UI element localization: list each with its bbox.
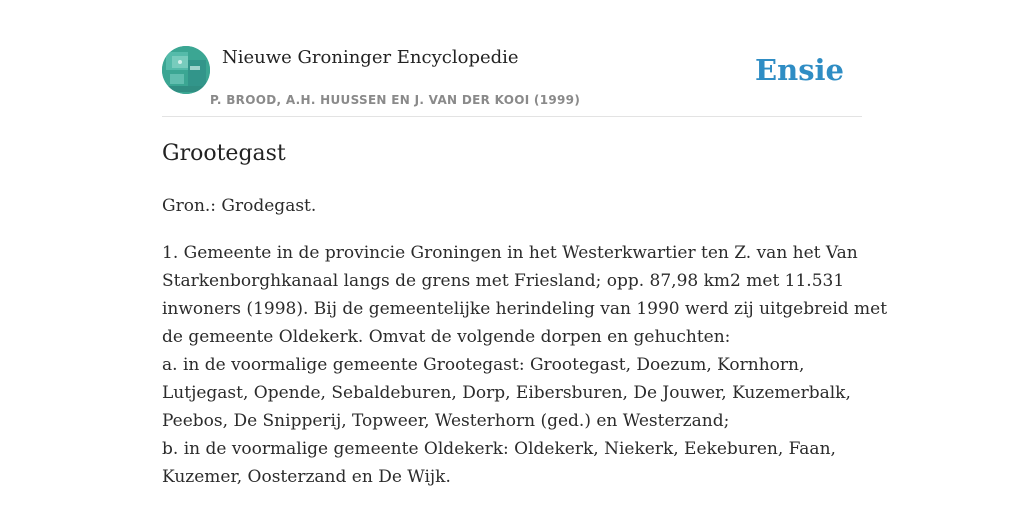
encyclopedia-authors: P. BROOD, A.H. HUUSSEN EN J. VAN DER KOOI (1999)	[210, 93, 581, 107]
article-body	[162, 239, 888, 491]
article-body-line: Kuzemer, Oosterzand en De Wijk.	[162, 467, 451, 487]
article-body-line: inwoners (1998). Bij de gemeentelijke herindeling van 1990 werd zij uitgebreid met	[162, 299, 888, 319]
ensie-logo[interactable]: Ensie	[755, 53, 844, 87]
article-body-line: b. in de voormalige gemeente Oldekerk: Oldekerk, Niekerk, Eekeburen, Faan,	[162, 439, 836, 459]
article-body-line: Starkenborghkanaal langs de grens met Friesland; opp. 87,98 km2 met 11.531	[162, 271, 845, 291]
article-body-line: Lutjegast, Opende, Sebaldeburen, Dorp, Eibersburen, De Jouwer, Kuzemerbalk,	[162, 383, 851, 403]
encyclopedia-header	[162, 46, 862, 117]
article-body-line: 1. Gemeente in de provincie Groningen in het Westerkwartier ten Z. van het Van	[162, 243, 858, 263]
article-body-line: a. in de voormalige gemeente Grootegast: Grootegast, Doezum, Kornhorn,	[162, 355, 805, 375]
article-lead: Gron.: Grodegast.	[162, 196, 317, 216]
article-body-line: Peebos, De Snipperij, Topweer, Westerhorn (ged.) en Westerzand;	[162, 411, 730, 431]
encyclopedia-cover-icon[interactable]	[162, 46, 210, 94]
article-title: Grootegast	[162, 141, 286, 166]
encyclopedia-title[interactable]: Nieuwe Groninger Encyclopedie	[222, 47, 519, 68]
article-body-line: de gemeente Oldekerk. Omvat de volgende dorpen en gehuchten:	[162, 327, 731, 347]
